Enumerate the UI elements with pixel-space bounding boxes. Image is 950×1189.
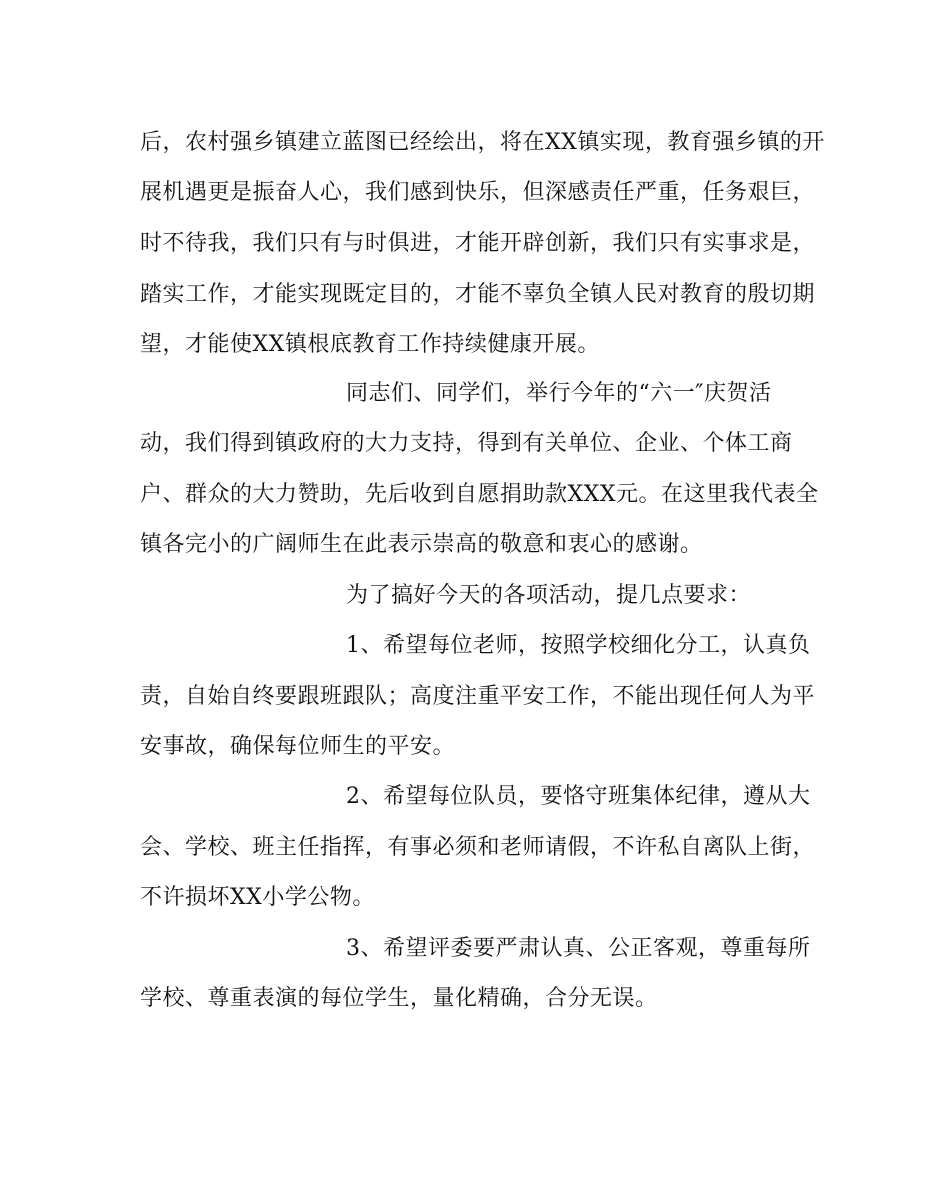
list-item-1-start: 1、希望每位老师，按照学校细化分工，认真负	[346, 633, 811, 658]
text-line: 镇各完小的广阔师生在此表示崇高的敬意和衷心的感谢。	[140, 532, 703, 557]
list-item-2-start: 2、希望每位队员，要恪守班集体纪律，遵从大	[346, 784, 811, 809]
text-line: 户、群众的大力赞助，先后收到自愿捐助款XXX元。在这里我代表全	[140, 482, 819, 507]
text-line: 望，才能使XX镇根底教育工作持续健康开展。	[140, 332, 600, 357]
text-line: 安事故，确保每位师生的平安。	[140, 734, 456, 759]
text-line: 学校、尊重表演的每位学生，量化精确，合分无误。	[140, 986, 658, 1011]
paragraph-start-line: 同志们、同学们，举行今年的“六一″庆贺活	[346, 381, 772, 406]
text-line: 会、学校、班主任指挥，有事必须和老师请假，不许私自离队上街，	[140, 835, 816, 860]
text-line: 后，农村强乡镇建立蓝图已经绘出，将在XX镇实现，教育强乡镇的开	[140, 130, 825, 155]
text-line: 动，我们得到镇政府的大力支持，得到有关单位、企业、个体工商	[140, 431, 793, 456]
text-line: 踏实工作，才能实现既定目的，才能不辜负全镇人民对教育的殷切期	[140, 282, 816, 307]
list-item-3-start: 3、希望评委要严肃认真、公正客观，尊重每所	[346, 936, 811, 961]
text-line: 时不待我，我们只有与时俱进，才能开辟创新，我们只有实事求是，	[140, 231, 816, 256]
text-line: 展机遇更是振奋人心，我们感到快乐，但深感责任严重，任务艰巨，	[140, 180, 816, 205]
text-line: 不许损坏XX小学公物。	[140, 885, 375, 910]
text-line: 责，自始自终要跟班跟队；高度注重平安工作，不能出现任何人为平	[140, 684, 816, 709]
paragraph-start-line: 为了搞好今天的各项活动，提几点要求：	[346, 583, 752, 608]
